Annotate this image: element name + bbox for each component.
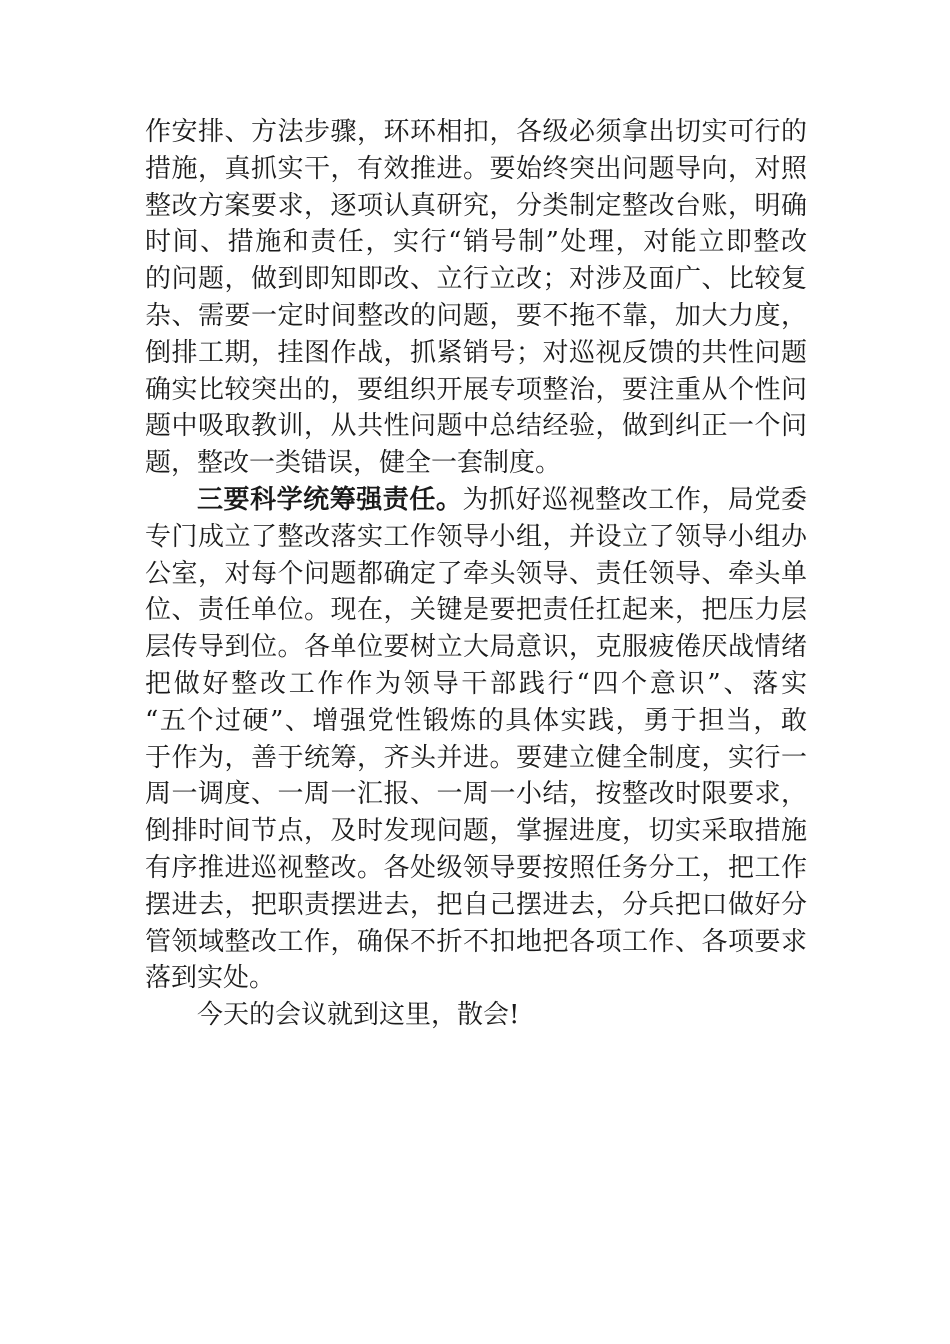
text-line: “五个过硬”、增强党性锻炼的具体实践，勇于担当，敢 [145, 705, 807, 736]
text-line: 摆进去，把职责摆进去，把自己摆进去，分兵把口做好分 [145, 889, 807, 920]
text-line: 倒排工期，挂图作战，抓紧销号；对巡视反馈的共性问题 [145, 337, 807, 368]
text-line: 措施，真抓实干，有效推进。要始终突出问题导向，对照 [145, 153, 807, 184]
paragraph-1 [145, 114, 807, 482]
paragraph-2 [145, 482, 807, 997]
text-line: 题，整改一类错误，健全一套制度。 [145, 448, 562, 479]
text-line: 的问题，做到即知即改、立行立改；对涉及面广、比较复 [145, 264, 807, 295]
text-line: 公室，对每个问题都确定了牵头领导、责任领导、牵头单 [145, 558, 807, 589]
text-line: 整改方案要求，逐项认真研究，分类制定整改台账，明确 [145, 190, 807, 221]
text-line: 专门成立了整改落实工作领导小组，并设立了领导小组办 [145, 521, 807, 552]
paragraph-2-first-line [145, 482, 807, 519]
text-line: 有序推进巡视整改。各处级领导要按照任务分工，把工作 [145, 852, 807, 883]
paragraph-2-lead-heading: 三要科学统筹强责任。 [197, 484, 463, 515]
paragraph-2-first-line-text: 为抓好巡视整改工作，局党委 [462, 484, 807, 515]
text-line: 周一调度、一周一汇报、一周一小结，按整改时限要求， [145, 779, 807, 810]
text-line: 管领域整改工作，确保不折不扣地把各项工作、各项要求 [145, 926, 807, 957]
text-line: 杂、需要一定时间整改的问题，要不拖不靠，加大力度， [145, 300, 807, 331]
text-line: 题中吸取教训，从共性问题中总结经验，做到纠正一个问 [145, 411, 807, 442]
text-line: 确实比较突出的，要组织开展专项整治，要注重从个性问 [145, 374, 807, 405]
text-line: 时间、措施和责任，实行“销号制”处理，对能立即整改 [145, 227, 807, 258]
text-line: 把做好整改工作作为领导干部践行“四个意识”、落实 [145, 668, 807, 699]
text-line: 落到实处。 [145, 963, 276, 994]
paragraph-3: 今天的会议就到这里，散会! [197, 1000, 520, 1031]
text-line: 倒排时间节点，及时发现问题，掌握进度，切实采取措施 [145, 816, 807, 847]
document-body [145, 114, 807, 1034]
text-line: 位、责任单位。现在，关键是要把责任扛起来，把压力层 [145, 595, 807, 626]
text-line: 层传导到位。各单位要树立大局意识，克服疲倦厌战情绪 [145, 632, 807, 663]
text-line: 于作为，善于统筹，齐头并进。要建立健全制度，实行一 [145, 742, 807, 773]
text-line: 作安排、方法步骤，环环相扣，各级必须拿出切实可行的 [145, 117, 807, 147]
